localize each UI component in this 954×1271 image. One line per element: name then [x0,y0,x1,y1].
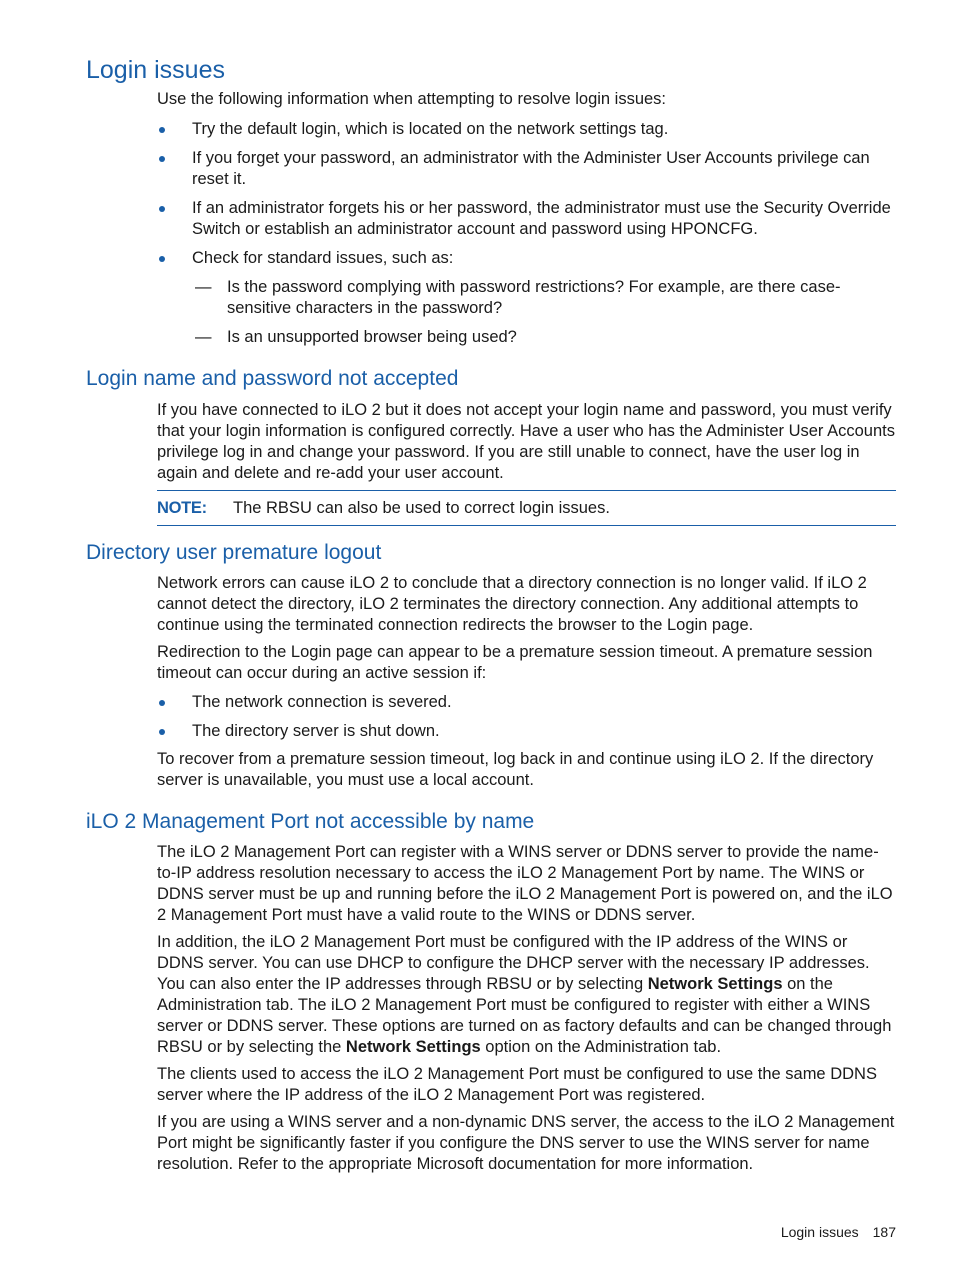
bullet-icon [159,256,165,262]
network-settings-term: Network Settings [345,1038,481,1056]
heading-login-issues: Login issues [86,56,225,84]
bullet-icon [159,700,165,706]
list-item: — Is the password complying with password restrictions? For example, are there case-sensitive characters in the password? [195,278,841,317]
dash-icon: — [195,328,212,346]
login-issues-subitems [157,277,897,348]
list-item: If you forget your password, an administrator with the Administer User Accounts privilege can reset it. [157,148,897,190]
mgmt-para-4: If you are using a WINS server and a non-dynamic DNS server, the access to the iLO 2 Management Port might be significantly faster if you configure the DNS server to use the WINS server for name resolution. Refer to the appropriate Microsoft documentation for more information. [157,1113,895,1173]
directory-bullets [157,692,897,742]
bullet-icon [159,206,165,212]
mgmt-para-3: The clients used to access the iLO 2 Management Port must be configured to use the same DDNS server where the IP address of the iLO 2 Management Port was registered. [157,1065,877,1104]
list-item: The network connection is severed. [157,692,897,713]
login-name-para: If you have connected to iLO 2 but it does not accept your login name and password, you must verify that your login information is configured correctly. Have a user who has the Administer User Accounts privilege log in and change your password. If you are still unable to connect, have the user log in again and delete and re-add your user account. [157,401,895,482]
note-text: The RBSU can also be used to correct login issues. [233,499,610,517]
directory-logout-body [157,573,897,791]
directory-para-1: Network errors can cause iLO 2 to conclude that a directory connection is no longer valid. If iLO 2 cannot detect the directory, iLO 2 terminates the directory connection. Any additional attempts to continue using the terminated connection redirects the browser to the Login page. [157,574,867,634]
footer-section: Login issues [780,1224,859,1240]
list-item: The directory server is shut down. [157,721,897,742]
mgmt-para-1: The iLO 2 Management Port can register with a WINS server or DDNS server to provide the name-to-IP address resolution necessary to access the iLO 2 Management Port by name. The WINS or DDNS server must be up and running before the iLO 2 Management Port is powered on, and the iLO 2 Management Port must have a valid route to the WINS or DDNS server. [157,843,893,924]
note-box [157,490,896,526]
login-name-body [157,400,897,484]
heading-login-name: Login name and password not accepted [86,367,459,390]
login-issues-bullets [157,119,897,269]
list-item: Check for standard issues, such as: [157,248,897,269]
list-item: If an administrator forgets his or her password, the administrator must use the Security Override Switch or establish an administrator account and password using HPONCFG. [157,198,897,240]
mgmt-para-2: In addition, the iLO 2 Management Port must be configured with the IP address of the WINS or DDNS server. You can use DHCP to configure the DHCP server with the necessary IP addresses. You can also enter the IP addresses through RBSU or by selecting Network Settings on the Administration tab. The iLO 2 Management Port must be configured to register with either a WINS server or DDNS server. These options are turned on as factory defaults and can be changed through RBSU or by selecting the Network Settings option on the Administration tab. [157,933,892,1056]
dash-icon: — [195,278,212,296]
list-item: — Is an unsupported browser being used? [195,328,517,346]
note-label: NOTE: [157,499,207,517]
page-footer [767,1222,896,1242]
network-settings-term: Network Settings [647,975,783,993]
directory-para-3: To recover from a premature session timeout, log back in and continue using iLO 2. If the directory server is unavailable, you must use a local account. [157,750,874,789]
page-number: 187 [872,1224,896,1240]
login-issues-body [157,89,897,348]
bullet-icon [159,156,165,162]
bullet-icon [159,127,165,133]
bullet-icon [159,729,165,735]
list-item: Try the default login, which is located on the network settings tag. [157,119,897,140]
heading-directory-logout: Directory user premature logout [86,541,382,564]
login-issues-intro: Use the following information when attempting to resolve login issues: [157,90,667,108]
directory-para-2: Redirection to the Login page can appear to be a premature session timeout. A premature session timeout can occur during an active session if: [157,643,873,682]
mgmt-port-body [157,842,897,1175]
heading-mgmt-port: iLO 2 Management Port not accessible by name [86,810,535,833]
